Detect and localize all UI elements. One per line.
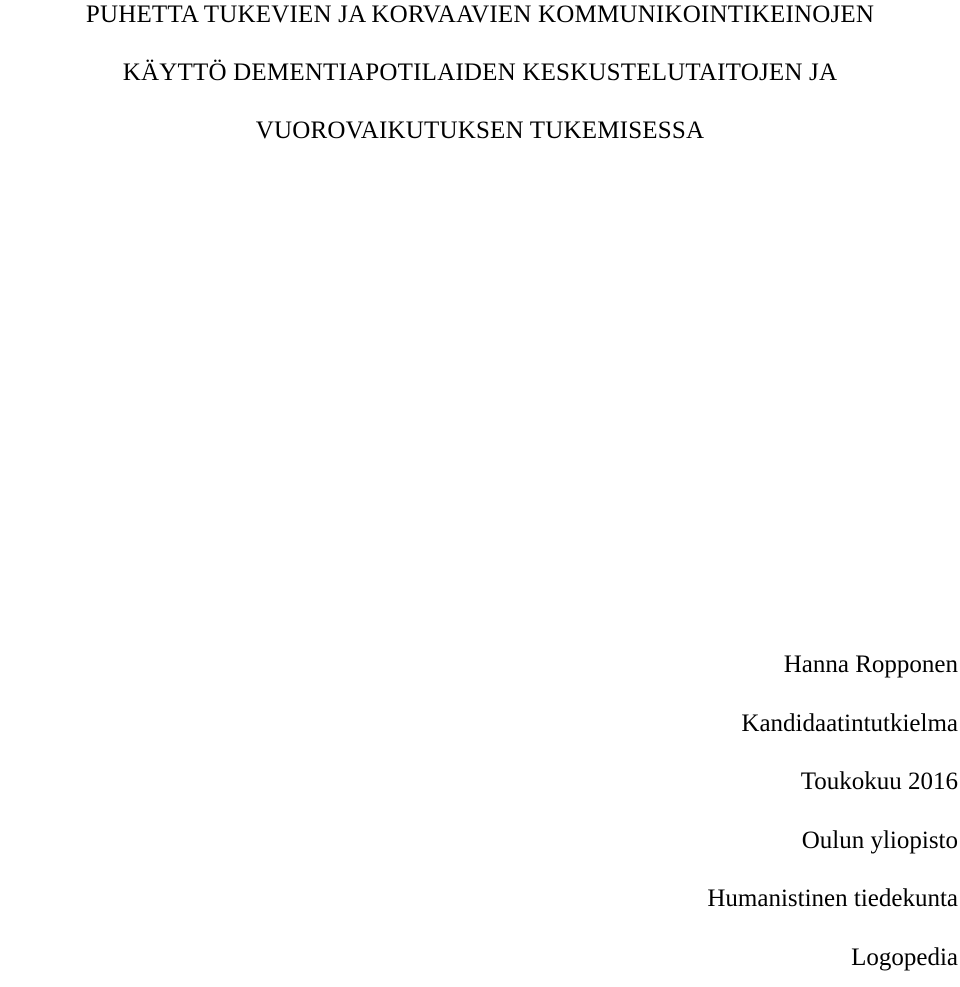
title-line-1: PUHETTA TUKEVIEN JA KORVAAVIEN KOMMUNIKOINTIKEINOJEN (0, 0, 960, 44)
author-name: Hanna Ropponen (707, 636, 958, 695)
faculty-name: Humanistinen tiedekunta (707, 870, 958, 929)
thesis-title (0, 0, 960, 160)
university-name: Oulun yliopisto (707, 812, 958, 871)
title-line-3: VUOROVAIKUTUKSEN TUKEMISESSA (0, 102, 960, 160)
thesis-date: Toukokuu 2016 (707, 753, 958, 812)
thesis-type: Kandidaatintutkielma (707, 695, 958, 754)
thesis-metadata (707, 636, 958, 987)
title-line-2: KÄYTTÖ DEMENTIAPOTILAIDEN KESKUSTELUTAITOJEN JA (0, 44, 960, 102)
subject-name: Logopedia (707, 929, 958, 987)
